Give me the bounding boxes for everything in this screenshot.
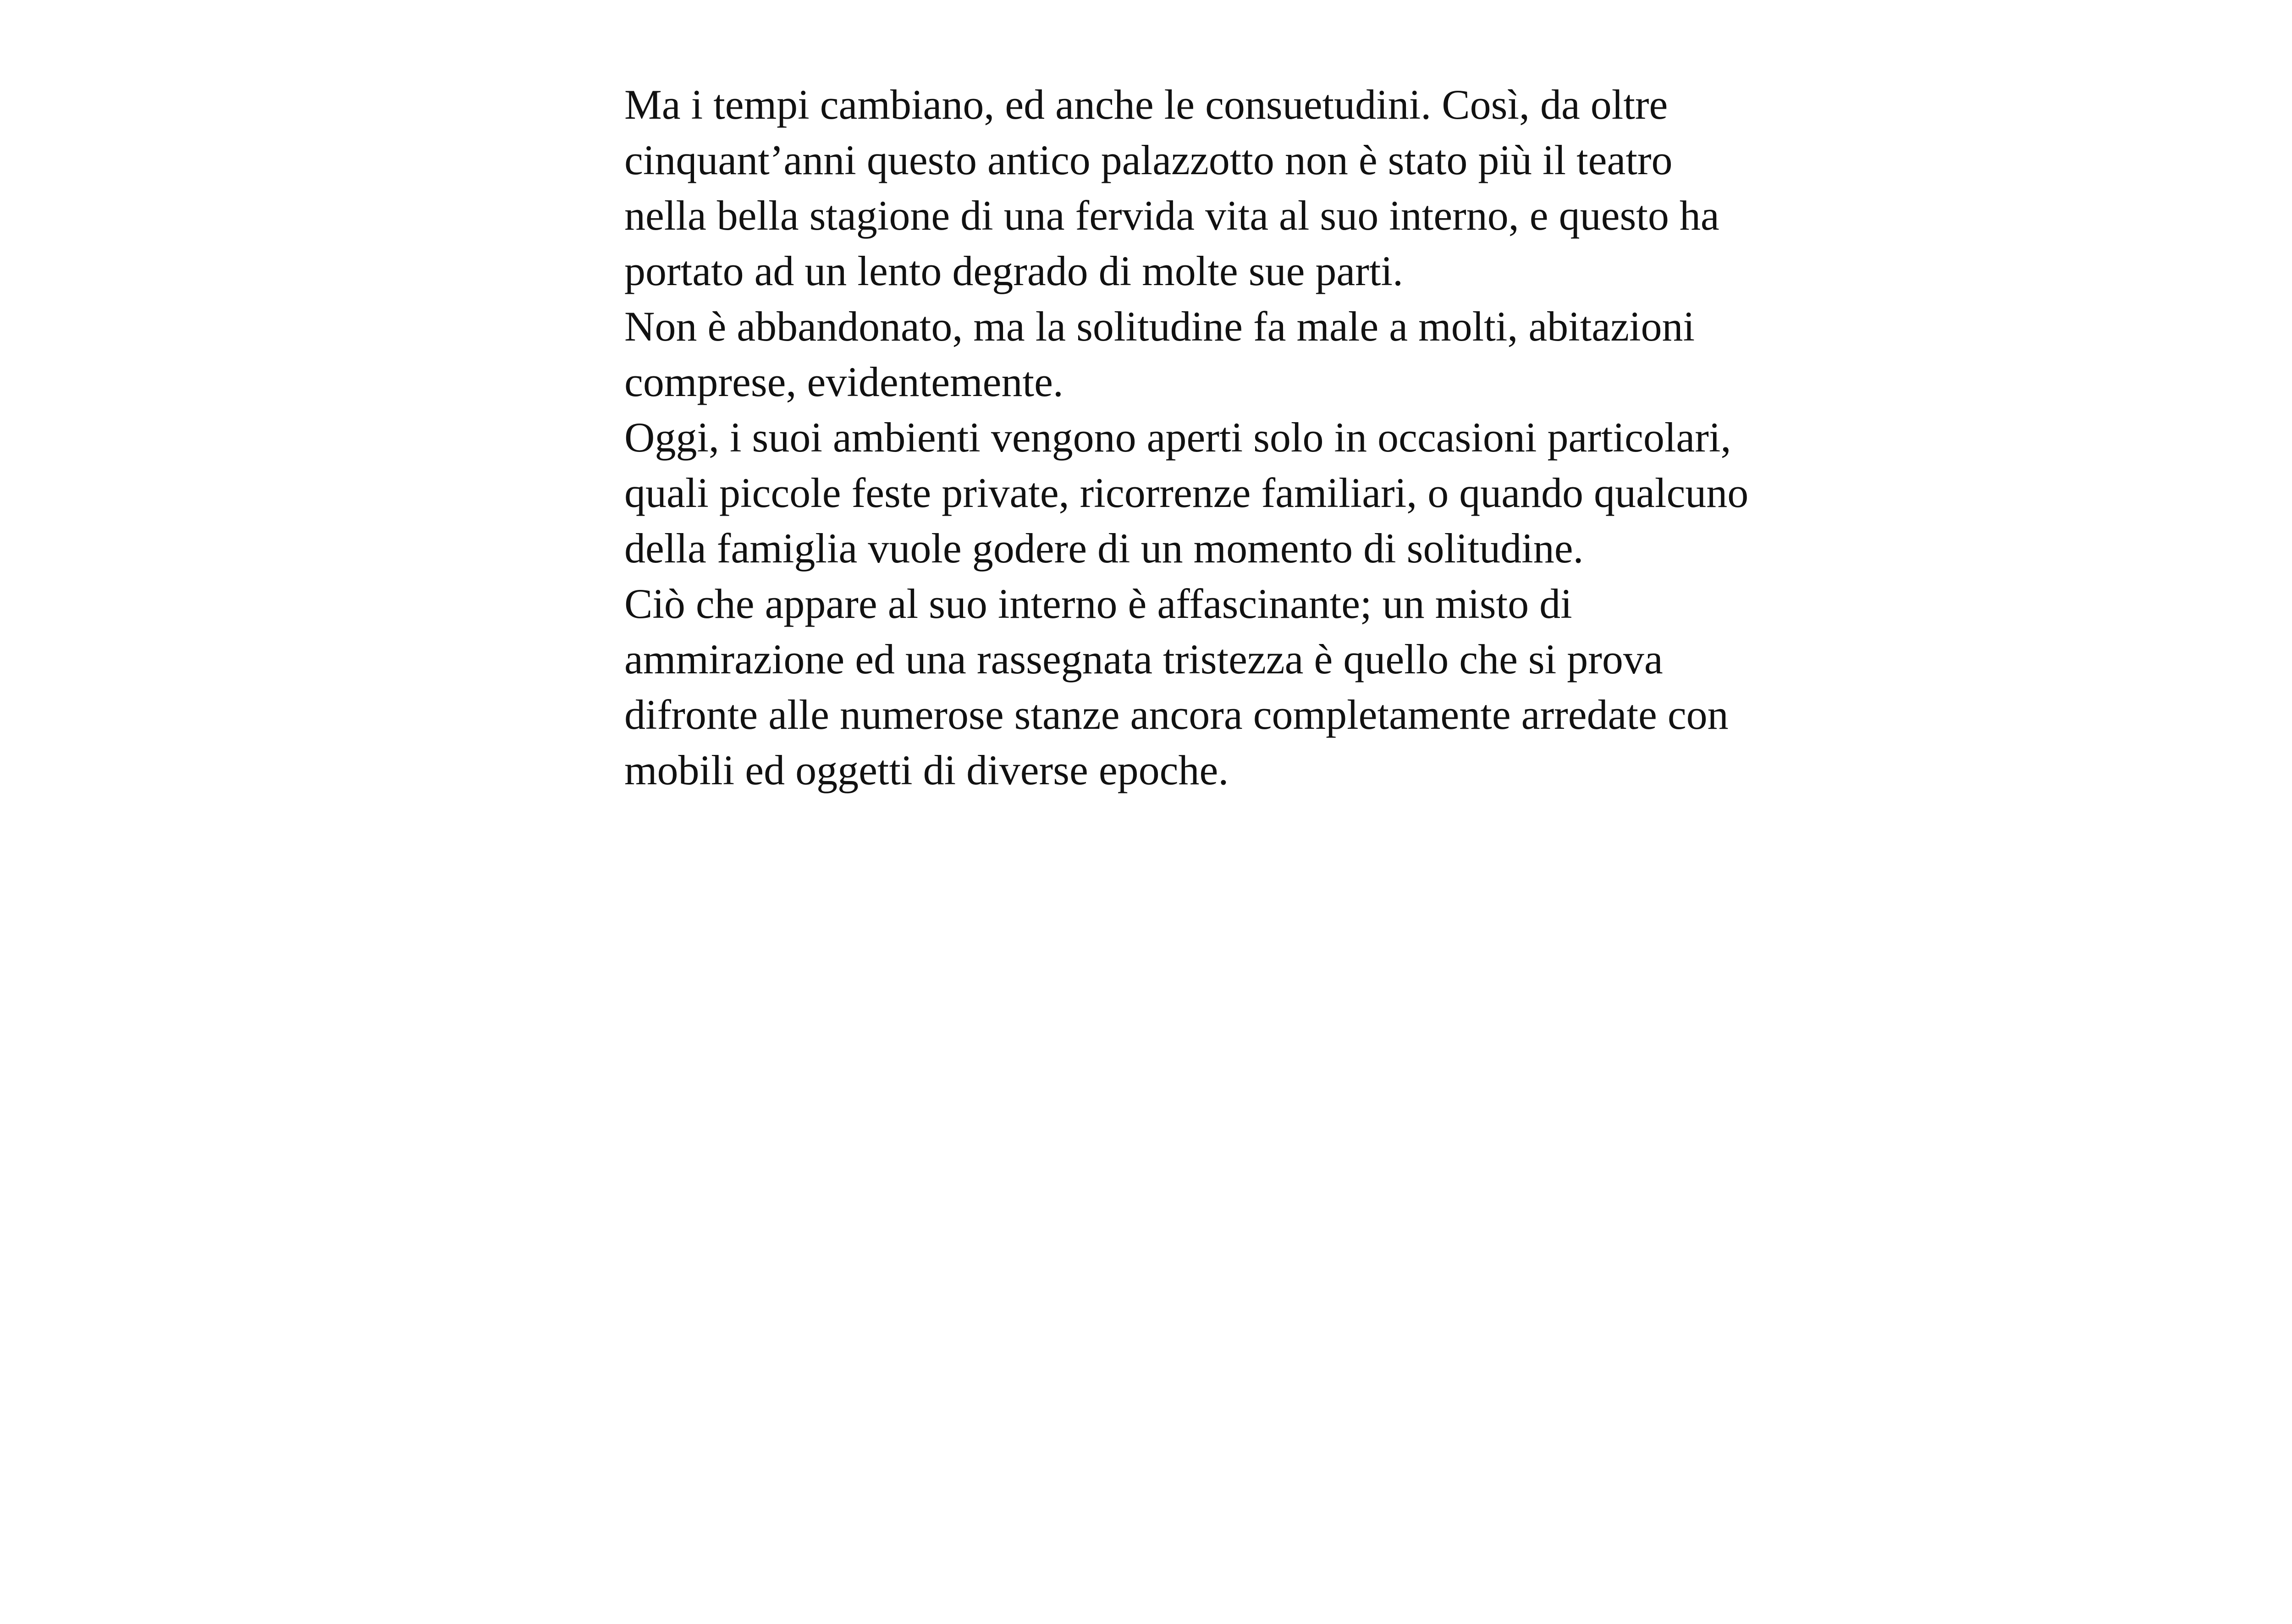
text-line: portato ad un lento degrado di molte sue parti. xyxy=(624,248,1403,294)
text-line: mobili ed oggetti di diverse epoche. xyxy=(624,747,1229,793)
text-line: quali piccole feste private, ricorrenze familiari, o quando qualcuno xyxy=(624,469,1749,516)
text-line: Non è abbandonato, ma la solitudine fa male a molti, abitazioni xyxy=(624,303,1695,350)
text-line: Ma i tempi cambiano, ed anche le consuetudini. Così, da oltre xyxy=(624,81,1668,128)
text-line: difronte alle numerose stanze ancora completamente arredate con xyxy=(624,691,1729,738)
body-text xyxy=(624,77,1908,798)
text-line: Ciò che appare al suo interno è affascinante; un misto di xyxy=(624,580,1572,627)
text-line: nella bella stagione di una fervida vita al suo interno, e questo ha xyxy=(624,192,1719,239)
text-line: della famiglia vuole godere di un momento di solitudine. xyxy=(624,525,1584,572)
text-line: comprese, evidentemente. xyxy=(624,358,1063,405)
text-line: Oggi, i suoi ambienti vengono aperti solo in occasioni particolari, xyxy=(624,414,1731,461)
text-line: cinquant’anni questo antico palazzotto non è stato più il teatro xyxy=(624,137,1673,183)
text-line: ammirazione ed una rassegnata tristezza è quello che si prova xyxy=(624,636,1663,683)
